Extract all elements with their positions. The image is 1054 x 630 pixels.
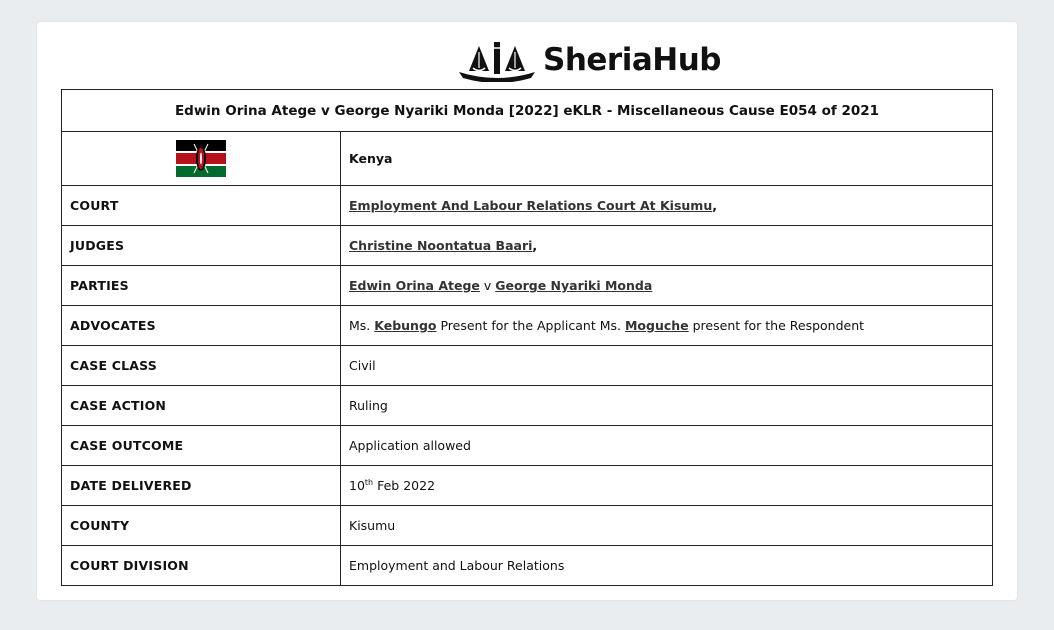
date-delivered-label: DATE DELIVERED [62,466,341,506]
date-rest: Feb 2022 [377,478,436,494]
versus-text: v [483,278,492,293]
case-class-label: CASE CLASS [62,346,341,386]
case-class-row [62,346,993,386]
court-division-label: COURT DIVISION [62,546,341,586]
date-day: 10 [349,478,365,494]
parties-label: PARTIES [62,266,341,306]
kenya-flag-icon [176,140,226,177]
advocates-value [341,306,993,346]
case-card [37,22,1017,600]
advocates-suffix: present for the Respondent [692,318,865,333]
court-division-row [62,546,993,586]
county-value: Kisumu [341,506,993,546]
case-action-value: Ruling [341,386,993,426]
flag-cell [62,132,341,186]
case-outcome-row [62,426,993,466]
court-row [62,186,993,226]
respondent-link[interactable]: George Nyariki Monda [495,278,653,293]
judges-row [62,226,993,266]
judges-value: Christine Noontatua Baari, [341,226,993,266]
case-title: Edwin Orina Atege v George Nyariki Monda [2022] eKLR - Miscellaneous Cause E054 of 2021 [62,90,993,132]
date-suffix: th [364,477,374,487]
advocate-kebungo-link[interactable]: Kebungo [374,318,437,333]
judge-link[interactable]: Christine Noontatua Baari [349,238,533,253]
court-division-value: Employment and Labour Relations [341,546,993,586]
title-row [62,90,993,132]
advocates-label: ADVOCATES [62,306,341,346]
scales-of-justice-icon [455,38,539,82]
judges-label: JUDGES [62,226,341,266]
parties-row [62,266,993,306]
case-details-table [61,89,993,586]
case-outcome-value: Application allowed [341,426,993,466]
case-action-row [62,386,993,426]
county-label: COUNTY [62,506,341,546]
case-class-value: Civil [341,346,993,386]
county-row [62,506,993,546]
parties-value [341,266,993,306]
court-link[interactable]: Employment And Labour Relations Court At Kisumu [349,198,713,213]
advocates-prefix: Ms. [349,318,371,333]
brand-name: SheriaHub [543,42,721,78]
country-row [62,132,993,186]
advocate-moguche-link[interactable]: Moguche [624,318,689,333]
case-action-label: CASE ACTION [62,386,341,426]
date-delivered-value [341,466,993,506]
advocates-middle: Present for the Applicant Ms. [440,318,621,333]
sheriahub-logo[interactable] [455,38,721,82]
case-outcome-label: CASE OUTCOME [62,426,341,466]
country-name: Kenya [341,132,993,186]
court-value: Employment And Labour Relations Court At Kisumu, [341,186,993,226]
applicant-link[interactable]: Edwin Orina Atege [349,278,480,293]
court-label: COURT [62,186,341,226]
date-delivered-row [62,466,993,506]
advocates-row [62,306,993,346]
